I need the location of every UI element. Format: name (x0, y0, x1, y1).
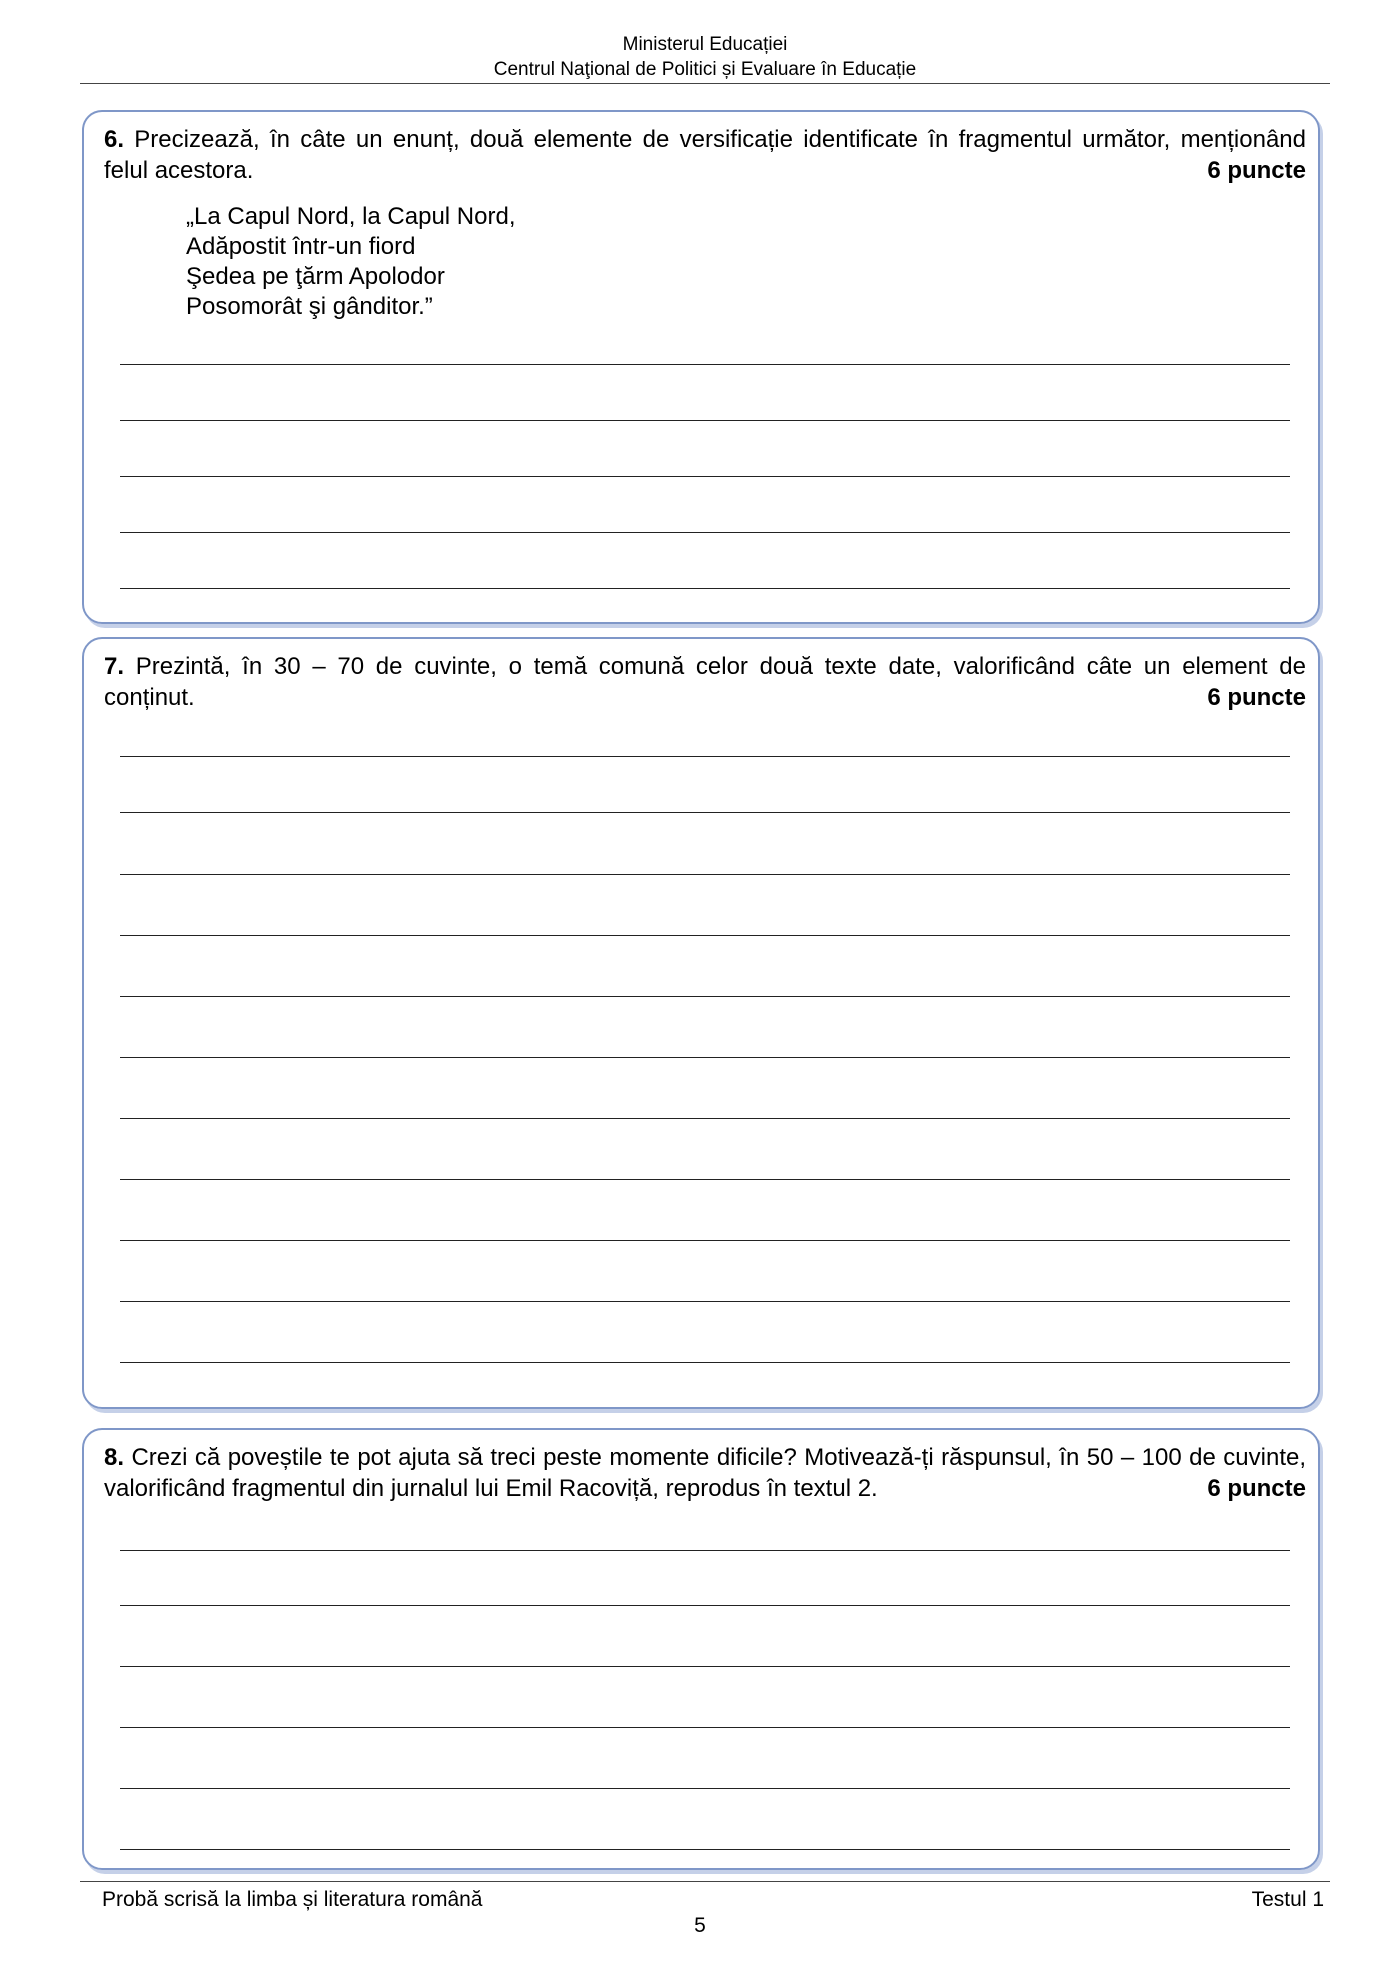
answer-line[interactable] (120, 588, 1290, 589)
answer-line[interactable] (120, 1666, 1290, 1667)
page-number: 5 (694, 1914, 706, 1937)
answer-line[interactable] (120, 756, 1290, 757)
answer-line[interactable] (120, 1605, 1290, 1606)
question-7-number: 7. (104, 653, 125, 680)
answer-line[interactable] (120, 812, 1290, 813)
question-8-box (82, 1428, 1320, 1870)
answer-line[interactable] (120, 476, 1290, 477)
question-7-points: 6 puncte (1207, 684, 1306, 711)
question-6-points: 6 puncte (1207, 157, 1306, 184)
question-8-number: 8. (104, 1444, 125, 1471)
question-7-box (82, 637, 1320, 1409)
center-name: Centrul Naţional de Politici și Evaluare în Educație (493, 59, 917, 80)
answer-line[interactable] (120, 1118, 1290, 1119)
answer-line[interactable] (120, 935, 1290, 936)
verse-line: Posomorât şi gânditor.” (186, 293, 433, 320)
question-6-box (82, 110, 1320, 624)
poem-fragment (186, 202, 516, 322)
answer-line[interactable] (120, 364, 1290, 365)
question-7-prompt: Prezintă, în 30 – 70 de cuvinte, o temă comună celor două texte date, valorificând câte un element de conținut. (104, 653, 1306, 711)
answer-line[interactable] (120, 1057, 1290, 1058)
footer-divider (80, 1881, 1330, 1882)
verse-line: Şedea pe ţărm Apolodor (186, 263, 445, 290)
question-8-prompt: Crezi că poveștile te pot ajuta să treci peste momente dificile? Motivează-ți răspunsul, în 50 – 100 de cuvinte, valorificând fragmentul din jurnalul lui Emil Racoviță, reprodus în textul 2. (104, 1444, 1306, 1502)
answer-line[interactable] (120, 874, 1290, 875)
answer-line[interactable] (120, 1362, 1290, 1363)
page-header (80, 32, 1330, 82)
question-8-points: 6 puncte (1207, 1475, 1306, 1502)
answer-line[interactable] (120, 1788, 1290, 1789)
header-divider (80, 83, 1330, 84)
question-7-text (104, 651, 1306, 713)
question-8-text (104, 1442, 1306, 1504)
ministry-name: Ministerul Educației (622, 34, 788, 55)
answer-line[interactable] (120, 1849, 1290, 1850)
answer-line[interactable] (120, 420, 1290, 421)
question-6-text (104, 124, 1306, 186)
exam-subject: Probă scrisă la limba și literatura română (102, 1888, 483, 1911)
answer-line[interactable] (120, 532, 1290, 533)
answer-line[interactable] (120, 1240, 1290, 1241)
answer-line[interactable] (120, 1727, 1290, 1728)
answer-line[interactable] (120, 996, 1290, 997)
verse-line: „La Capul Nord, la Capul Nord, (186, 203, 516, 230)
verse-line: Adăpostit într-un fiord (186, 233, 416, 260)
question-6-prompt: Precizează, în câte un enunț, două elemente de versificație identificate în fragmentul următor, menționând felul acestora. (104, 126, 1306, 184)
test-number: Testul 1 (1251, 1888, 1324, 1911)
answer-line[interactable] (120, 1301, 1290, 1302)
answer-line[interactable] (120, 1179, 1290, 1180)
question-6-number: 6. (104, 126, 125, 153)
answer-line[interactable] (120, 1550, 1290, 1551)
